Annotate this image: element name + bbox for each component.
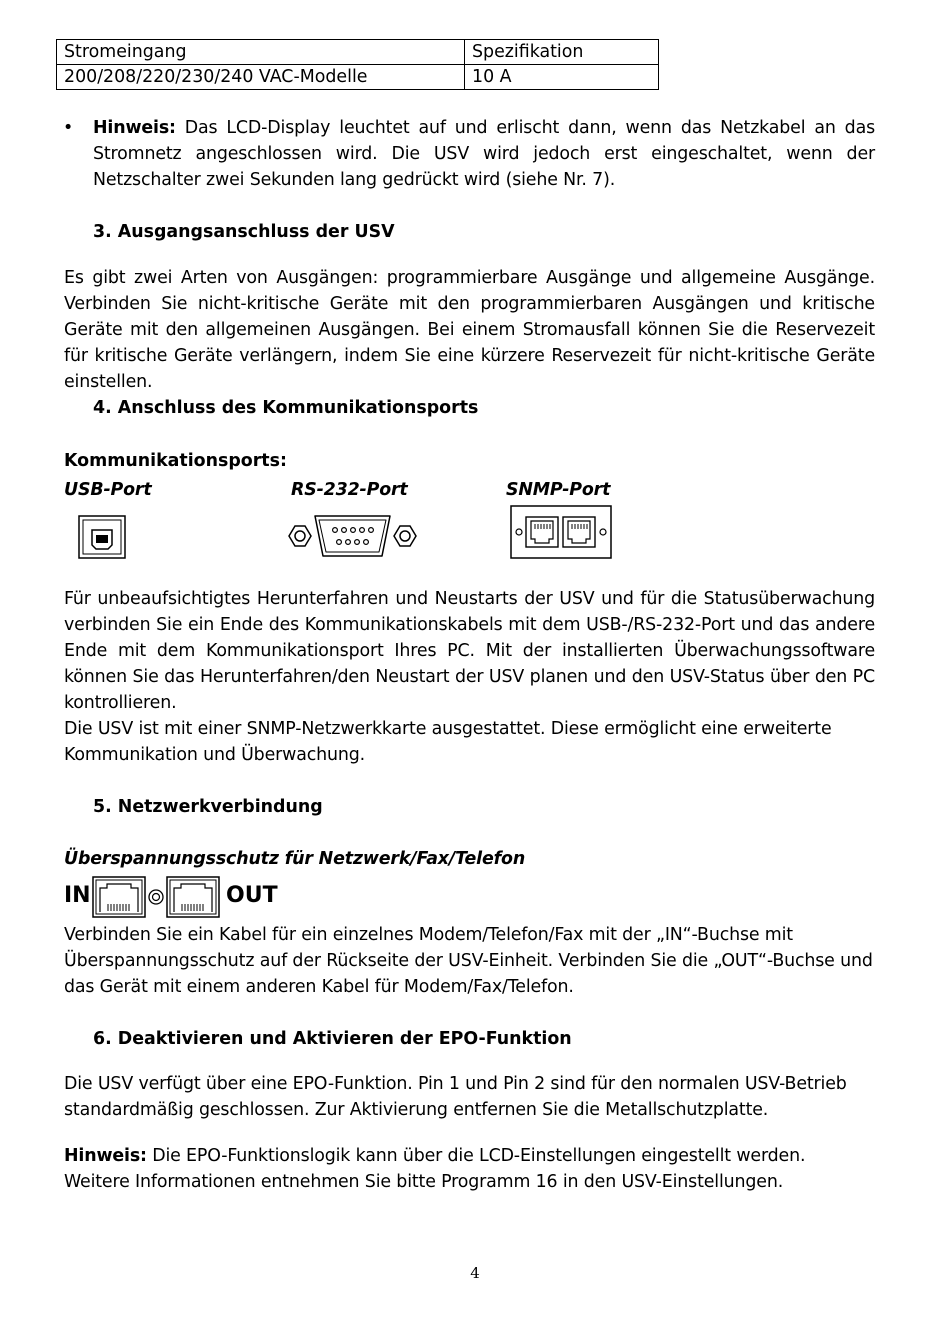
spec-table: [56, 39, 659, 90]
usb-port-icon: [78, 515, 126, 559]
subheading: Kommunikationsports:: [64, 451, 287, 471]
out-label: OUT: [226, 883, 278, 908]
in-label: IN: [64, 883, 91, 908]
note-label: Hinweis:: [64, 1146, 147, 1166]
snmp-port-icon: [510, 505, 612, 559]
table-row: [57, 65, 659, 90]
note-paragraph: [64, 1143, 875, 1195]
section-heading: 4. Anschluss des Kommunikationsports: [93, 398, 479, 418]
section-paragraph: Es gibt zwei Arten von Ausgängen: programmierbare Ausgänge und allgemeine Ausgänge. Verbinden Sie nicht-kritische Geräte mit den programmierbaren Ausgängen und kritische Geräte mit den allgemeinen Ausgängen. Bei einem Stromausfall können Sie die Reservezeit für kritische Geräte verlängern, indem Sie eine kürzere Reservezeit für nicht-kritische Geräte einstellen.: [64, 268, 875, 392]
section-paragraph: Für unbeaufsichtigtes Herunterfahren und Neustarts der USV und für die Statusüberwachung verbinden Sie ein Ende des Kommunikationskabels mit dem USB-/RS-232-Port und das andere Ende mit dem Kommunikationsport Ihres PC. Mit der installierten Überwachungssoftware können Sie das Herunterfahren/den Neustart der USV planen und den USV-Status über den PC kontrollieren.: [64, 589, 875, 713]
note-label: Hinweis:: [93, 118, 176, 138]
section-heading: 5. Netzwerkverbindung: [93, 797, 323, 817]
note-text: Die EPO-Funktionslogik kann über die LCD-Einstellungen eingestellt werden. Weitere Informationen entnehmen Sie bitte Programm 16 in den USV-Einstellungen.: [64, 1146, 806, 1192]
section-paragraph: Die USV verfügt über eine EPO-Funktion. Pin 1 und Pin 2 sind für den normalen USV-Betrieb standardmäßig geschlossen. Zur Aktivierung entfernen Sie die Metallschutzplatte.: [64, 1074, 847, 1120]
network-jack-icon: [92, 876, 220, 918]
table-header-cell: Spezifikation: [465, 40, 659, 65]
table-row: [57, 40, 659, 65]
section-paragraph: Die USV ist mit einer SNMP-Netzwerkkarte ausgestattet. Diese ermöglicht eine erweiterte Kommunikation und Überwachung.: [64, 719, 832, 765]
section-heading: 6. Deaktivieren und Aktivieren der EPO-Funktion: [93, 1029, 572, 1049]
note-paragraph: [93, 115, 875, 193]
port-label-usb: USB-Port: [64, 480, 152, 500]
section-paragraph: Verbinden Sie ein Kabel für ein einzelnes Modem/Telefon/Fax mit der „IN“-Buchse mit Überspannungsschutz auf der Rückseite der USV-Einheit. Verbinden Sie die „OUT“-Buchse und das Gerät mit einem anderen Kabel für Modem/Fax/Telefon.: [64, 925, 873, 997]
subheading: Überspannungsschutz für Netzwerk/Fax/Telefon: [64, 849, 526, 869]
page-number: 4: [470, 1264, 480, 1282]
table-cell: 10 A: [465, 65, 659, 90]
section-heading: 3. Ausgangsanschluss der USV: [93, 222, 395, 242]
table-header-cell: Stromeingang: [57, 40, 465, 65]
bullet-marker: •: [63, 118, 74, 138]
table-cell: 200/208/220/230/240 VAC-Modelle: [57, 65, 465, 90]
port-label-snmp: SNMP-Port: [506, 480, 611, 500]
port-label-rs232: RS-232-Port: [291, 480, 408, 500]
note-text: Das LCD-Display leuchtet auf und erlischt dann, wenn das Netzkabel an das Stromnetz angeschlossen wird. Die USV wird jedoch erst eingeschaltet, wenn der Netzschalter zwei Sekunden lang gedrückt wird (siehe Nr. 7).: [93, 118, 875, 190]
rs232-port-icon: [285, 510, 420, 562]
